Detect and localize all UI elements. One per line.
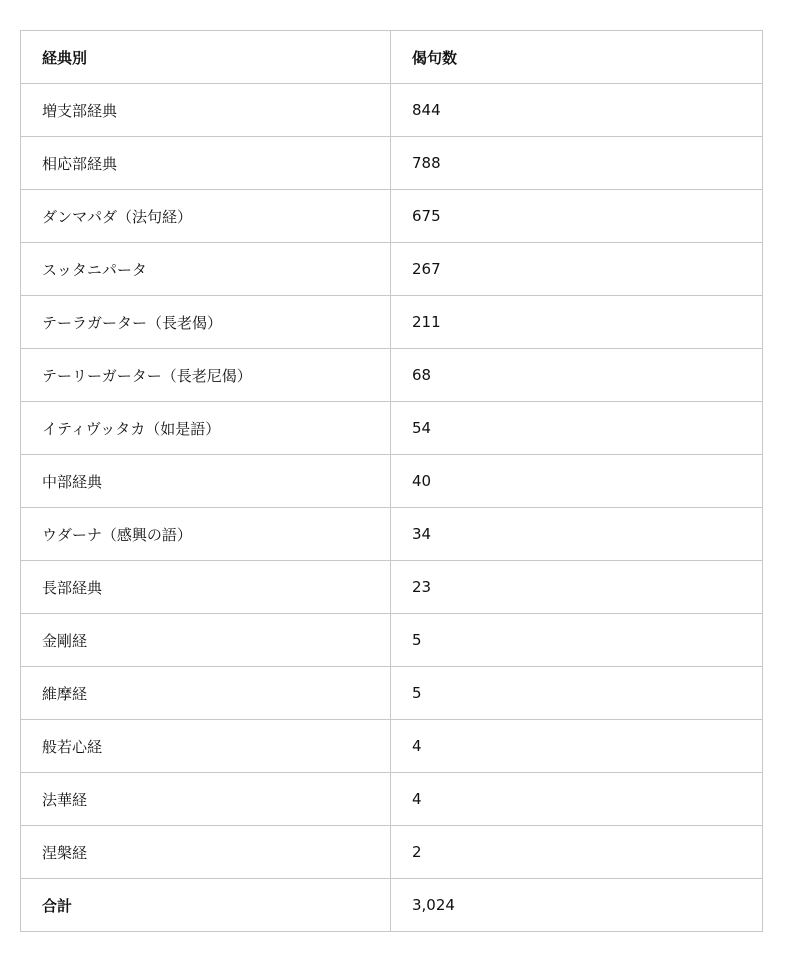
table-row [21, 720, 763, 773]
table-row [21, 137, 763, 190]
total-label: 合計 [21, 879, 391, 932]
verse-count: 844 [391, 84, 763, 137]
verse-count: 68 [391, 349, 763, 402]
table-row [21, 508, 763, 561]
verse-count: 675 [391, 190, 763, 243]
sutra-name: テーラガーター（長老偈） [21, 296, 391, 349]
sutra-name: ウダーナ（感興の語） [21, 508, 391, 561]
total-value: 3,024 [391, 879, 763, 932]
verse-count: 267 [391, 243, 763, 296]
table-row [21, 84, 763, 137]
sutra-name: 金剛経 [21, 614, 391, 667]
verse-count: 788 [391, 137, 763, 190]
header-sutra: 経典別 [21, 31, 391, 84]
table-row [21, 614, 763, 667]
table-row [21, 243, 763, 296]
verse-count: 40 [391, 455, 763, 508]
sutra-name: 増支部経典 [21, 84, 391, 137]
verse-count: 5 [391, 614, 763, 667]
sutra-name: 中部経典 [21, 455, 391, 508]
sutra-verse-table [20, 30, 763, 932]
sutra-name: 般若心経 [21, 720, 391, 773]
sutra-name: 維摩経 [21, 667, 391, 720]
header-verse-count: 偈句数 [391, 31, 763, 84]
sutra-name: 相応部経典 [21, 137, 391, 190]
verse-count: 2 [391, 826, 763, 879]
total-row [21, 879, 763, 932]
table-row [21, 349, 763, 402]
table-row [21, 190, 763, 243]
sutra-name: 長部経典 [21, 561, 391, 614]
sutra-name: イティヴッタカ（如是語） [21, 402, 391, 455]
table-row [21, 826, 763, 879]
table-row [21, 773, 763, 826]
sutra-verse-table-container [20, 30, 762, 932]
verse-count: 4 [391, 720, 763, 773]
table-row [21, 455, 763, 508]
sutra-name: 法華経 [21, 773, 391, 826]
table-row [21, 296, 763, 349]
verse-count: 4 [391, 773, 763, 826]
sutra-name: 涅槃経 [21, 826, 391, 879]
table-row [21, 667, 763, 720]
table-row [21, 561, 763, 614]
verse-count: 23 [391, 561, 763, 614]
verse-count: 54 [391, 402, 763, 455]
sutra-name: スッタニパータ [21, 243, 391, 296]
verse-count: 34 [391, 508, 763, 561]
verse-count: 211 [391, 296, 763, 349]
table-header-row [21, 31, 763, 84]
sutra-name: テーリーガーター（長老尼偈） [21, 349, 391, 402]
verse-count: 5 [391, 667, 763, 720]
table-row [21, 402, 763, 455]
sutra-name: ダンマパダ（法句経） [21, 190, 391, 243]
